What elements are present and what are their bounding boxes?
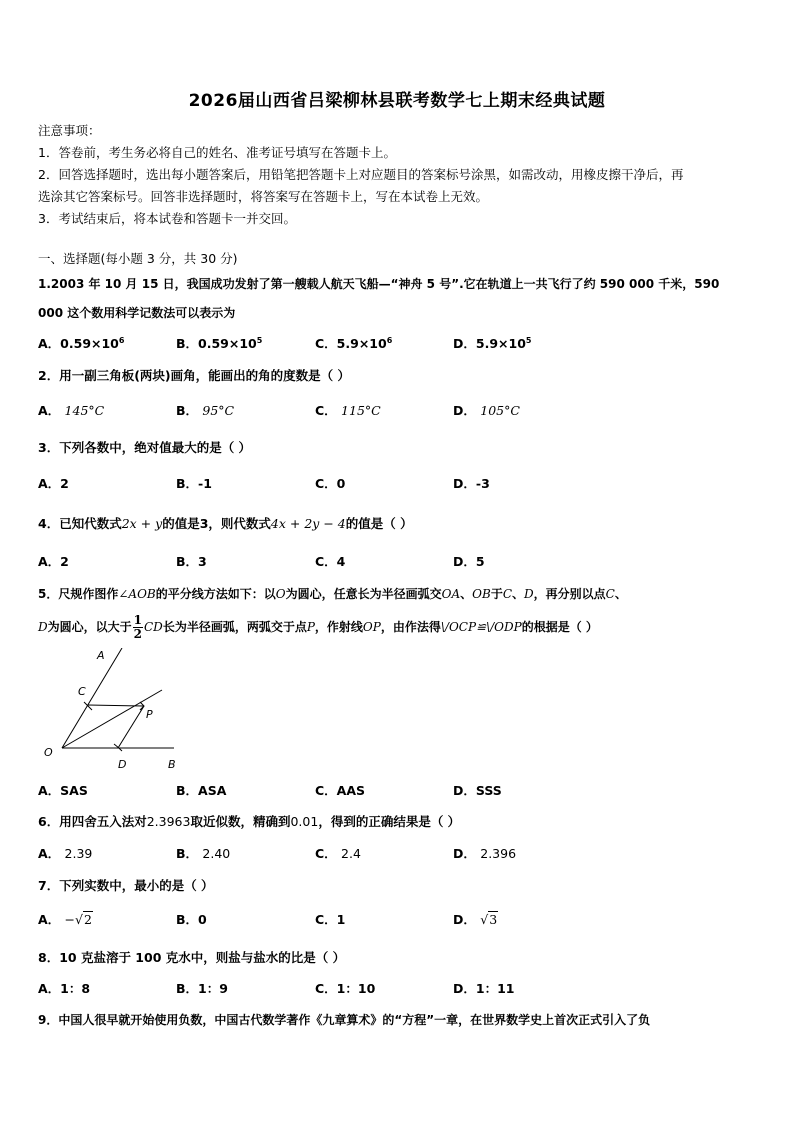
fraction-half: $\frac{1}{2}$	[133, 613, 142, 641]
q5-option-b: B．ASA	[176, 783, 227, 798]
q2-option-d: D． 105°C	[453, 403, 520, 418]
q2-option-a: A． 145°C	[38, 403, 105, 418]
q6-stem: 6．用四舍五入法对2.3963取近似数，精确到0.01，得到的正确结果是（ ）	[38, 814, 461, 829]
q3-option-a: A．2	[38, 476, 69, 491]
q5-option-a: A．SAS	[38, 783, 88, 798]
q6-option-d: D． 2.396	[453, 846, 517, 861]
q6-option-c: C． 2.4	[315, 846, 361, 861]
q9-stem: 9．中国人很早就开始使用负数，中国古代数学著作《九章算术》的“方程”一章，在世界数学史上首次正式引入了负	[38, 1013, 651, 1027]
q7-option-a: A． −√2	[38, 912, 92, 927]
q8-option-d: D．1：11	[453, 981, 515, 996]
label-c: C	[78, 685, 86, 698]
q7-option-d: D． √3	[453, 912, 498, 927]
q3-option-d: D．-3	[453, 476, 490, 491]
q5-stem-line1: 5．尺规作图作∠AOB的平分线方法如下：以O为圆心，任意长为半径画弧交OA、OB于C、D，再分别以点C、	[38, 587, 627, 601]
q4-option-b: B．3	[176, 554, 207, 569]
angle-bisector-figure	[38, 648, 188, 774]
notice-item-2: 2．回答选择题时，选出每小题答案后，用铅笔把答题卡上对应题目的答案标号涂黑，如需改动，用橡皮擦干净后，再	[38, 167, 684, 182]
q8-option-b: B．1：9	[176, 981, 228, 996]
q7-option-b: B．0	[176, 912, 207, 927]
notice-heading: 注意事项：	[38, 123, 101, 138]
q8-stem: 8．10 克盐溶于 100 克水中，则盐与盐水的比是（ ）	[38, 950, 346, 965]
exam-title: 2026届山西省吕梁柳林县联考数学七上期末经典试题	[188, 91, 606, 111]
q6-option-a: A． 2.39	[38, 846, 93, 861]
section-heading: 一、选择题(每小题 3 分，共 30 分)	[38, 251, 238, 266]
q6-option-b: B． 2.40	[176, 846, 231, 861]
q5-option-d: D．SSS	[453, 783, 502, 798]
q5-stem-line2: D为圆心，以大于 $\frac{1}{2}$ CD长为半径画弧，两弧交于点P，作射线OP，由作法得\/OCP≌\/ODP的根据是（ ）	[38, 613, 598, 641]
q4-option-d: D．5	[453, 554, 485, 569]
notice-item-2-cont: 选涂其它答案标号。回答非选择题时，将答案写在答题卡上，写在本试卷上无效。	[38, 189, 489, 204]
q4-option-c: C．4	[315, 554, 346, 569]
q8-option-a: A．1：8	[38, 981, 91, 996]
label-o: O	[44, 746, 53, 759]
q5-option-c: C．AAS	[315, 783, 366, 798]
label-a: A	[97, 649, 105, 662]
q2-option-b: B． 95°C	[176, 403, 235, 418]
notice-item-1: 1．答卷前，考生务必将自己的姓名、准考证号填写在答题卡上。	[38, 145, 396, 160]
q4-option-a: A．2	[38, 554, 69, 569]
q1-stem-line1: 1.2003 年 10 月 15 日，我国成功发射了第一艘载人航天飞船—“神舟 5 号”.它在轨道上一共飞行了约 590 000 千米，590	[38, 277, 720, 291]
q2-stem: 2．用一副三角板(两块)画角，能画出的角的度数是（ ）	[38, 368, 350, 383]
segment-dp	[118, 706, 144, 748]
label-p: P	[146, 708, 153, 721]
q3-stem: 3．下列各数中，绝对值最大的是（ ）	[38, 440, 252, 455]
ray-oa	[62, 648, 122, 748]
label-b: B	[168, 758, 176, 771]
notice-item-3: 3．考试结束后，将本试卷和答题卡一并交回。	[38, 211, 296, 226]
q1-option-b: B．$0.59\times 10^5$	[176, 336, 263, 351]
q1-stem-line2: 000 这个数用科学记数法可以表示为	[38, 306, 236, 320]
q7-option-c: C．1	[315, 912, 346, 927]
q3-option-b: B．-1	[176, 476, 212, 491]
q1-option-a: A．$0.59\times 10^6$	[38, 336, 125, 351]
q4-stem: 4．已知代数式2x + y的值是3，则代数式4x + 2y − 4的值是（ ）	[38, 516, 413, 531]
q2-option-c: C． 115°C	[315, 403, 381, 418]
q1-option-d: D．$5.9\times 10^5$	[453, 336, 532, 351]
q3-option-c: C．0	[315, 476, 346, 491]
q8-option-c: C．1：10	[315, 981, 376, 996]
label-d: D	[118, 758, 127, 771]
q1-option-c: C．$5.9\times 10^6$	[315, 336, 393, 351]
q7-stem: 7．下列实数中，最小的是（ ）	[38, 878, 214, 893]
